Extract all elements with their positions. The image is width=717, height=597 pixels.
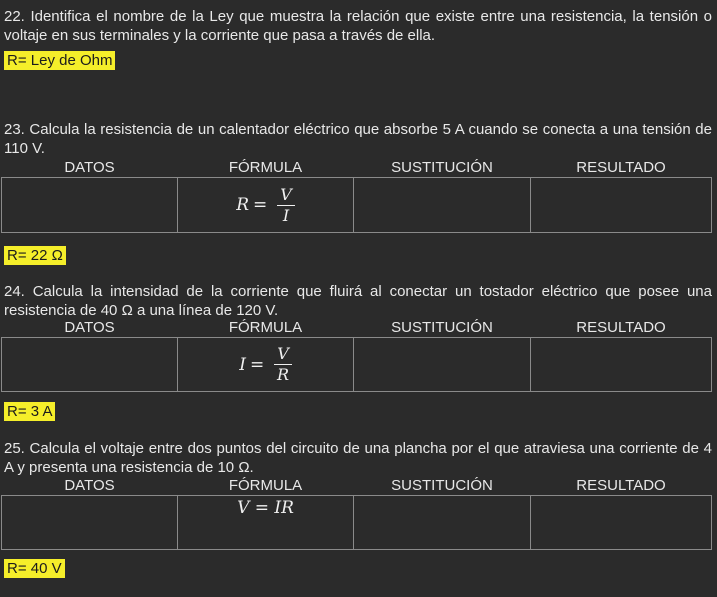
formula-23-fraction: [277, 185, 295, 226]
answer-25: R= 40 V: [4, 559, 65, 578]
cell-datos[interactable]: [2, 178, 178, 233]
cell-sustitucion[interactable]: [354, 496, 531, 550]
question-22-text: 22. Identifica el nombre de la Ley que muestra la relación que existe entre una resistencia, la tensión o voltaje en sus terminales y la corriente que pasa a través de ella.: [4, 8, 712, 44]
table-header-row: [2, 158, 712, 178]
header-resultado: RESULTADO: [576, 477, 666, 494]
cell-sustitucion[interactable]: [354, 178, 531, 233]
question-25: [4, 439, 712, 477]
cell-resultado[interactable]: [531, 496, 712, 550]
formula-23: [236, 185, 295, 226]
cell-formula[interactable]: [178, 338, 354, 392]
table-23: [1, 158, 712, 233]
cell-sustitucion[interactable]: [354, 338, 531, 392]
question-23: [4, 120, 712, 158]
formula-24: [239, 344, 292, 385]
header-sustitucion: SUSTITUCIÓN: [391, 319, 493, 336]
header-formula: FÓRMULA: [228, 159, 303, 176]
table-header-row: [2, 476, 712, 496]
table-24: [1, 318, 712, 392]
header-datos: DATOS: [64, 477, 115, 494]
cell-datos[interactable]: [2, 496, 178, 550]
cell-resultado[interactable]: [531, 178, 712, 233]
cell-formula[interactable]: [178, 496, 354, 550]
question-22: [4, 7, 712, 45]
question-24-text: 24. Calcula la intensidad de la corriente que fluirá al conectar un tostador eléctrico que posee una resistencia de 40 Ω a una línea de 120 V.: [4, 283, 712, 319]
question-25-text: 25. Calcula el voltaje entre dos puntos del circuito de una plancha por el que atraviesa una corriente de 4 A y presenta una resistencia de 10 Ω.: [4, 440, 712, 476]
formula-24-lhs: I: [239, 354, 246, 375]
cell-datos[interactable]: [2, 338, 178, 392]
formula-23-lhs: R: [236, 195, 249, 215]
header-sustitucion: SUSTITUCIÓN: [391, 477, 493, 494]
header-formula: FÓRMULA: [228, 477, 303, 494]
answer-23: R= 22 Ω: [4, 246, 66, 265]
cell-resultado[interactable]: [531, 338, 712, 392]
table-row: [2, 178, 712, 233]
formula-24-denominator: R: [276, 365, 289, 384]
answer-24: R= 3 A: [4, 402, 55, 421]
header-formula: FÓRMULA: [228, 319, 303, 336]
formula-23-numerator: V: [277, 185, 295, 206]
cell-formula[interactable]: [178, 178, 354, 233]
header-datos: DATOS: [64, 319, 115, 336]
formula-24-fraction: [274, 344, 292, 385]
answer-22: R= Ley de Ohm: [4, 51, 115, 70]
formula-24-numerator: V: [274, 344, 292, 365]
formula-23-eq: =: [253, 195, 268, 215]
header-datos: DATOS: [64, 159, 115, 176]
formula-24-eq: =: [249, 354, 265, 375]
table-header-row: [2, 318, 712, 338]
question-24: [4, 282, 712, 320]
formula-25: V = IR: [237, 498, 294, 518]
header-resultado: RESULTADO: [576, 159, 666, 176]
header-sustitucion: SUSTITUCIÓN: [391, 159, 493, 176]
question-23-text: 23. Calcula la resistencia de un calentador eléctrico que absorbe 5 A cuando se conecta a una tensión de 110 V.: [4, 121, 712, 157]
table-row: [2, 338, 712, 392]
formula-23-denominator: I: [282, 205, 290, 225]
table-25: [1, 476, 712, 550]
header-resultado: RESULTADO: [576, 319, 666, 336]
table-row: [2, 496, 712, 550]
